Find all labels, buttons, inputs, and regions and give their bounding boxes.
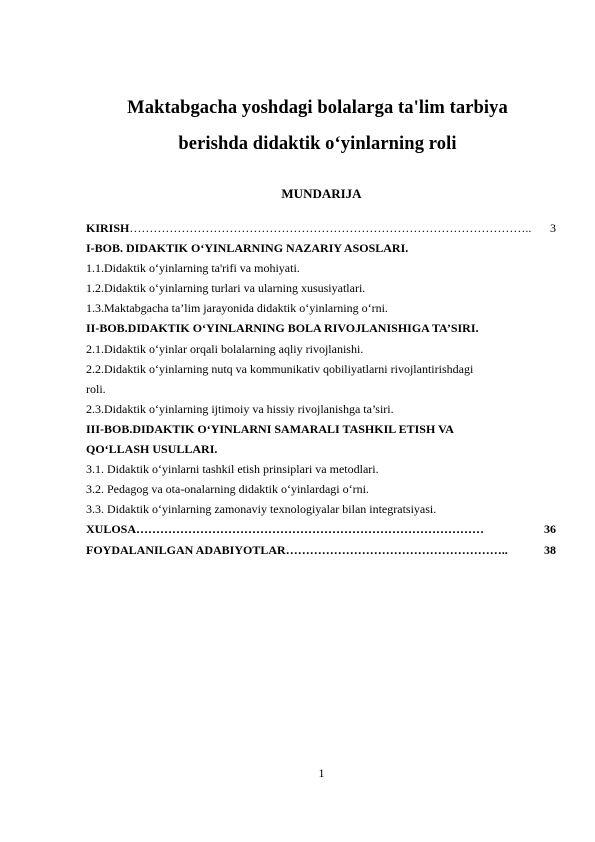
- dot-leader: ………………………………………………..: [285, 542, 508, 557]
- toc-entry-label: KIRISH: [86, 221, 130, 235]
- toc-entry-label: FOYDALANILGAN ADABIYOTLAR: [86, 542, 286, 557]
- document-title-line-2: berishda didaktik o‘yinlarning roli: [178, 134, 457, 154]
- toc-section-2-2-line-2[interactable]: roli.: [86, 381, 106, 396]
- toc-chapter-3-heading-line-1[interactable]: III-BOB.DIDAKTIK O‘YINLARNI SAMARALI TASHKIL ETISH VA: [86, 421, 454, 436]
- toc-section-3-1[interactable]: 3.1. Didaktik o‘yinlarni tashkil etish prinsiplari va metodlari.: [86, 462, 379, 477]
- toc-entry-adabiyotlar[interactable]: [86, 540, 556, 560]
- toc-section-1-2[interactable]: 1.2.Didaktik o‘yinlarning turlari va ularning xususiyatlari.: [86, 281, 366, 296]
- document-title-line-1: Maktabgacha yoshdagi bolalarga ta'lim tarbiya: [127, 98, 508, 118]
- contents-heading: MUNDARIJA: [281, 186, 362, 201]
- toc-page-number: 38: [544, 542, 556, 557]
- toc-section-1-3[interactable]: 1.3.Maktabgacha ta’lim jarayonida didaktik o‘yinlarning o‘rni.: [86, 301, 388, 316]
- page-number: 1: [318, 766, 325, 780]
- toc-entry-kirish[interactable]: [86, 218, 556, 238]
- dot-leader: ……………………………………………………………………………: [136, 522, 485, 537]
- toc-section-2-2-line-1[interactable]: 2.2.Didaktik o‘yinlarning nutq va kommunikativ qobiliyatlarni rivojlantirishdagi: [86, 361, 474, 376]
- toc-section-3-3[interactable]: 3.3. Didaktik o‘yinlarning zamonaviy texnologiyalar bilan integratsiyasi.: [86, 502, 437, 517]
- toc-chapter-3-heading-line-2[interactable]: QO‘LLASH USULLARI.: [86, 442, 218, 457]
- toc-entry-xulosa[interactable]: [86, 519, 556, 539]
- toc-page-number: 3: [550, 221, 556, 235]
- toc-section-1-1[interactable]: 1.1.Didaktik o‘yinlarning ta'rifi va mohiyati.: [86, 261, 300, 276]
- table-of-contents: [86, 218, 556, 560]
- toc-chapter-1-heading[interactable]: I-BOB. DIDAKTIK O‘YINLARNING NAZARIY ASOSLARI.: [86, 241, 409, 256]
- toc-chapter-2-heading[interactable]: II-BOB.DIDAKTIK O‘YINLARNING BOLA RIVOJLANISHIGA TA’SIRI.: [86, 321, 479, 336]
- toc-page-number: 36: [544, 522, 556, 537]
- toc-section-2-1[interactable]: 2.1.Didaktik o‘yinlar orqali bolalarning aqliy rivojlanishi.: [86, 341, 364, 356]
- dot-leader: ………………………………………………………………………………………..: [129, 221, 532, 235]
- toc-entry-label: XULOSA: [86, 522, 137, 537]
- toc-section-3-2[interactable]: 3.2. Pedagog va ota-onalarning didaktik o‘yinlardagi o‘rni.: [86, 482, 369, 497]
- toc-section-2-3[interactable]: 2.3.Didaktik o‘yinlarning ijtimoiy va hissiy rivojlanishga ta’siri.: [86, 401, 394, 416]
